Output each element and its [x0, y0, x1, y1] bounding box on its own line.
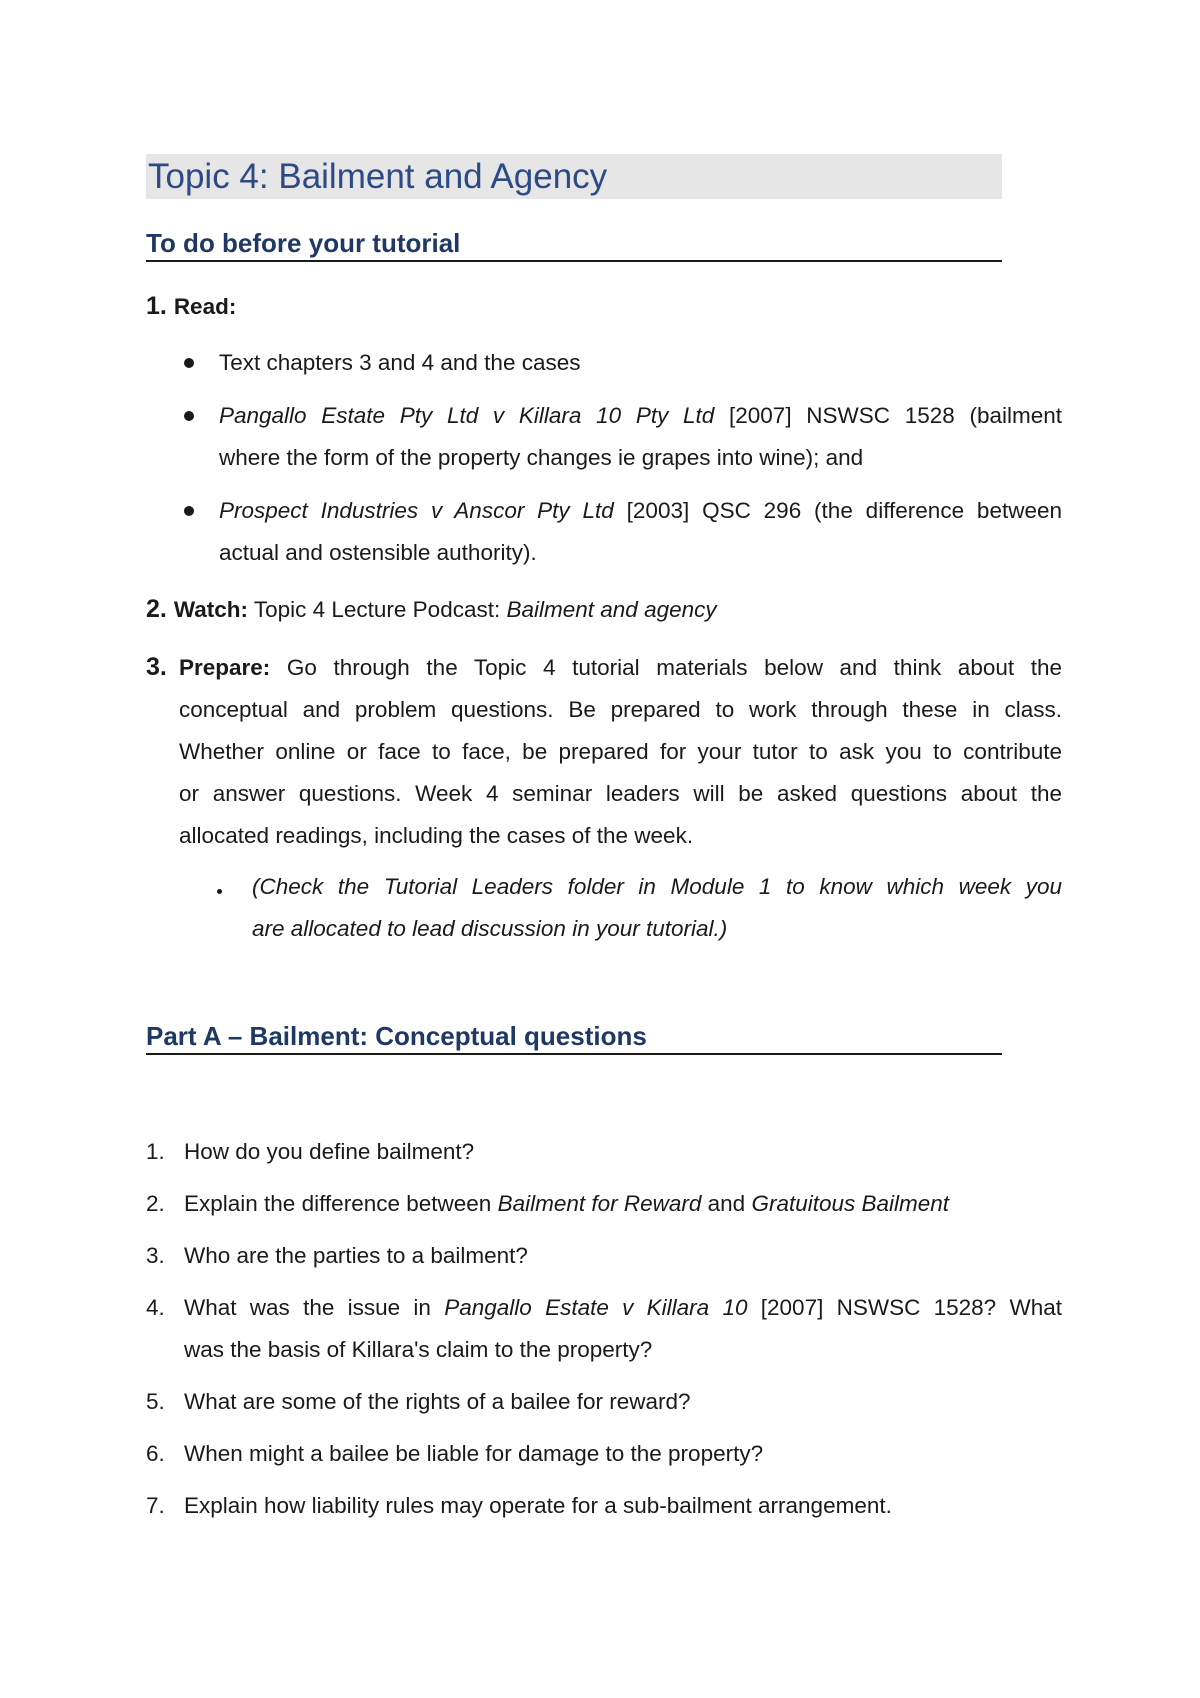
- read-bullet-2-line1: Pangallo Estate Pty Ltd v Killara 10 Pty Ltd [2007] NSWSC 1528 (bailment: [219, 403, 1062, 428]
- bullet-icon: [184, 506, 194, 516]
- read-bullet-3-line1: Prospect Industries v Anscor Pty Ltd [2003] QSC 296 (the difference between: [219, 498, 1062, 523]
- question-number: 6.: [146, 1441, 165, 1466]
- question-5: What are some of the rights of a bailee for reward?: [184, 1389, 691, 1414]
- section-heading-before-tutorial: To do before your tutorial: [146, 228, 1002, 262]
- question-number: 1.: [146, 1139, 165, 1164]
- prepare-number: 3.: [146, 653, 167, 681]
- prepare-line-4: or answer questions. Week 4 seminar leaders will be asked questions about the: [179, 781, 1062, 806]
- page-title: Topic 4: Bailment and Agency: [148, 157, 608, 196]
- read-bullet-1: Text chapters 3 and 4 and the cases: [219, 350, 581, 375]
- read-bullet-3-line2: actual and ostensible authority).: [219, 540, 537, 565]
- read-label: Read:: [173, 294, 237, 319]
- question-2: Explain the difference between Bailment for Reward and Gratuitous Bailment: [184, 1191, 950, 1216]
- question-number: 5.: [146, 1389, 165, 1414]
- bullet-icon: [184, 411, 194, 421]
- prepare-line-2: conceptual and problem questions. Be prepared to work through these in class.: [179, 697, 1062, 722]
- prepare-line-5: allocated readings, including the cases of the week.: [179, 823, 694, 848]
- question-4-line1: What was the issue in Pangallo Estate v Killara 10 [2007] NSWSC 1528? What: [184, 1295, 1062, 1320]
- prepare-line-1: Prepare: Go through the Topic 4 tutorial materials below and think about the: [179, 655, 1062, 680]
- watch-label: Watch:: [173, 597, 248, 622]
- question-number: 4.: [146, 1295, 165, 1320]
- read-bullet-2-line2: where the form of the property changes ie grapes into wine); and: [219, 445, 864, 470]
- bullet-icon: [184, 358, 194, 368]
- prepare-label: Prepare:: [179, 655, 271, 680]
- question-number: 7.: [146, 1493, 165, 1518]
- read-item: 1. Read:: [146, 292, 237, 320]
- question-number: 2.: [146, 1191, 165, 1216]
- question-number: 3.: [146, 1243, 165, 1268]
- question-3: Who are the parties to a bailment?: [184, 1243, 528, 1268]
- bullet-icon: [217, 889, 222, 894]
- question-1: How do you define bailment?: [184, 1139, 475, 1164]
- question-4-line2: was the basis of Killara's claim to the property?: [184, 1337, 653, 1362]
- question-6: When might a bailee be liable for damage to the property?: [184, 1441, 764, 1466]
- prepare-line-3: Whether online or face to face, be prepared for your tutor to ask you to contribute: [179, 739, 1062, 764]
- prepare-note-line-1: (Check the Tutorial Leaders folder in Module 1 to know which week you: [252, 874, 1062, 899]
- question-7: Explain how liability rules may operate for a sub-bailment arrangement.: [184, 1493, 892, 1518]
- section-heading-part-a: Part A – Bailment: Conceptual questions: [146, 1021, 1002, 1055]
- prepare-note-line-2: are allocated to lead discussion in your tutorial.): [252, 916, 728, 941]
- watch-item: 2. Watch: Topic 4 Lecture Podcast: Bailment and agency: [146, 595, 717, 623]
